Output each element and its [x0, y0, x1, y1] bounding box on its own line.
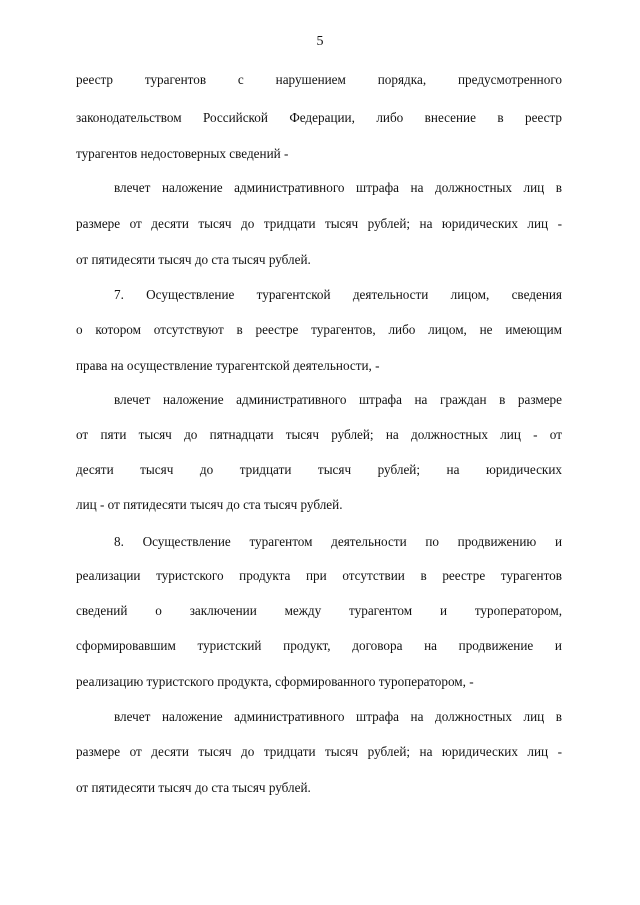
- text-line: сформировавшим туристский продукт, договора на продвижение и: [76, 638, 562, 653]
- text-line: 8. Осуществление турагентом деятельности по продвижению и: [114, 534, 562, 549]
- text-line: законодательством Российской Федерации, либо внесение в реестр: [76, 110, 562, 125]
- text-line: от пятидесяти тысяч до ста тысяч рублей.: [76, 252, 311, 267]
- text-line: размере от десяти тысяч до тридцати тысяч рублей; на юридических лиц -: [76, 216, 562, 231]
- text-line: влечет наложение административного штрафа на граждан в размере: [114, 392, 562, 407]
- text-line: влечет наложение административного штрафа на должностных лиц в: [114, 180, 562, 195]
- text-line: сведений о заключении между турагентом и туроператором,: [76, 603, 562, 618]
- text-line: турагентов недостоверных сведений -: [76, 146, 289, 161]
- text-line: от пятидесяти тысяч до ста тысяч рублей.: [76, 780, 311, 795]
- text-line: десяти тысяч до тридцати тысяч рублей; на юридических: [76, 462, 562, 477]
- text-line: лиц - от пятидесяти тысяч до ста тысяч рублей.: [76, 497, 343, 512]
- text-line: о котором отсутствуют в реестре турагентов, либо лицом, не имеющим: [76, 322, 562, 337]
- text-line: влечет наложение административного штрафа на должностных лиц в: [114, 709, 562, 724]
- text-line: права на осуществление турагентской деятельности, -: [76, 358, 380, 373]
- page-number: 5: [316, 34, 324, 49]
- text-line: реализацию туристского продукта, сформированного туроператором, -: [76, 674, 474, 689]
- text-line: 7. Осуществление турагентской деятельности лицом, сведения: [114, 287, 562, 302]
- text-line: реестр турагентов с нарушением порядка, предусмотренного: [76, 72, 562, 87]
- text-line: реализации туристского продукта при отсутствии в реестре турагентов: [76, 568, 562, 583]
- text-line: от пяти тысяч до пятнадцати тысяч рублей; на должностных лиц - от: [76, 427, 562, 442]
- text-line: размере от десяти тысяч до тридцати тысяч рублей; на юридических лиц -: [76, 744, 562, 759]
